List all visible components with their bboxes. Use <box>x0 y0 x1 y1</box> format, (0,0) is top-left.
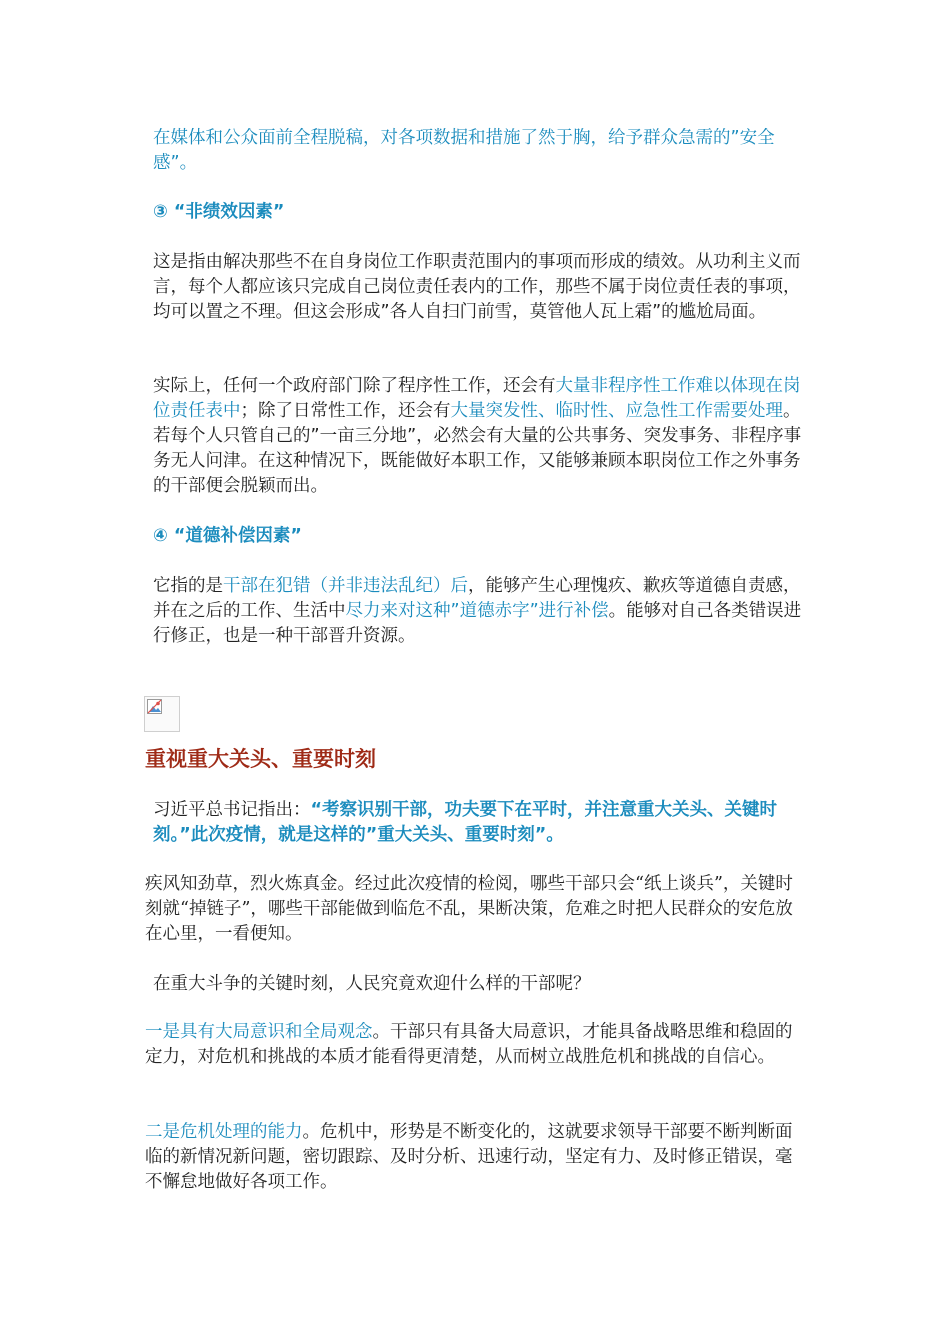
broken-image-glyph <box>147 699 163 715</box>
text-run: 。能够对自己各类错误进行修正，也是一种干部晋升资源。 <box>153 601 802 646</box>
text-run: 习近平总书记指出： <box>153 800 311 820</box>
highlight-crisis-handling: 二是危机处理的能力 <box>145 1122 303 1142</box>
highlight-non-procedural: 大量非程序性工作难以体现在岗位责任表中 <box>153 376 801 421</box>
text-run: ；除了日常性工作，还会有 <box>240 401 451 421</box>
paragraph-wind-grass: 疾风知劲草，烈火炼真金。经过此次疫情的检阅，哪些干部只会“纸上谈兵”，关键时刻就“掉链子”，哪些干部能做到临危不乱，果断决策，危难之时把人民群众的安危放在心里，一看便知。 <box>145 874 793 944</box>
paragraph-moral-compensation <box>153 574 803 649</box>
section-title: 重视重大关头、重要时刻 <box>145 746 376 771</box>
text-run: ”。 <box>534 825 564 845</box>
text-run: 它指的是 <box>153 576 223 596</box>
text-run: 。干部只有具备大局意识，才能具备战略思维和稳固的定力，对危机和挑战的本质才能看得更清楚，从而树立战胜危机和挑战的自信心。 <box>145 1022 793 1067</box>
text-run: 实际上，任何一个政府部门除了程序性工作，还会有 <box>153 376 556 396</box>
broken-image-icon <box>144 696 180 732</box>
paragraph-safety-feeling: 在媒体和公众面前全程脱稿，对各项数据和措施了然于胸，给予群众急需的”安全感”。 <box>153 128 775 173</box>
highlight-quote: “考察识别干部，功夫要下在平时，并注意重大关头、关键时刻。”此次疫情，就是这样的”重大关头、重要时刻 <box>153 800 777 845</box>
text-run: ，能够产生心理愧疚、歉疚等道德自责感，并在之后的工作、生活中 <box>153 576 801 621</box>
paragraph-question: 在重大斗争的关键时刻，人民究竟欢迎什么样的干部呢？ <box>153 974 591 994</box>
highlight-moral-deficit: 尽力来对这种”道德赤字”进行补偿 <box>345 601 609 621</box>
paragraph-first-point <box>145 1020 807 1070</box>
paragraph-non-performance: 这是指由解决那些不在自身岗位工作职责范围内的事项而形成的绩效。从功利主义而言，每个人都应该只完成自己岗位责任表内的工作，那些不属于岗位责任表的事项，均可以置之不理。但这会形成”各人自扫门前雪，莫管他人瓦上霜”的尴尬局面。 <box>153 252 801 322</box>
text-run: 。危机中，形势是不断变化的，这就要求领导干部要不断判断面临的新情况新问题，密切跟踪、及时分析、迅速行动，坚定有力、及时修正错误，毫不懈怠地做好各项工作。 <box>145 1122 793 1192</box>
highlight-big-picture: 一是具有大局意识和全局观念 <box>145 1022 373 1042</box>
paragraph-second-point <box>145 1120 807 1195</box>
text-run: 。若每个人只管自己的”一亩三分地”，必然会有大量的公共事务、突发事务、非程序事务无人问津。在这种情况下，既能做好本职工作，又能够兼顾本职岗位工作之外事务的干部便会脱颖而出。 <box>153 401 802 496</box>
heading-moral-compensation: ④ “道德补偿因素” <box>153 526 302 546</box>
paragraph-xi-quote <box>153 798 803 848</box>
heading-non-performance-factor: ③ “非绩效因素” <box>153 202 285 222</box>
highlight-emergency-work: 大量突发性、临时性、应急性工作需要处理 <box>450 401 783 421</box>
highlight-cadre-mistake: 干部在犯错（并非违法乱纪）后 <box>223 576 468 596</box>
paragraph-in-practice <box>153 374 803 499</box>
